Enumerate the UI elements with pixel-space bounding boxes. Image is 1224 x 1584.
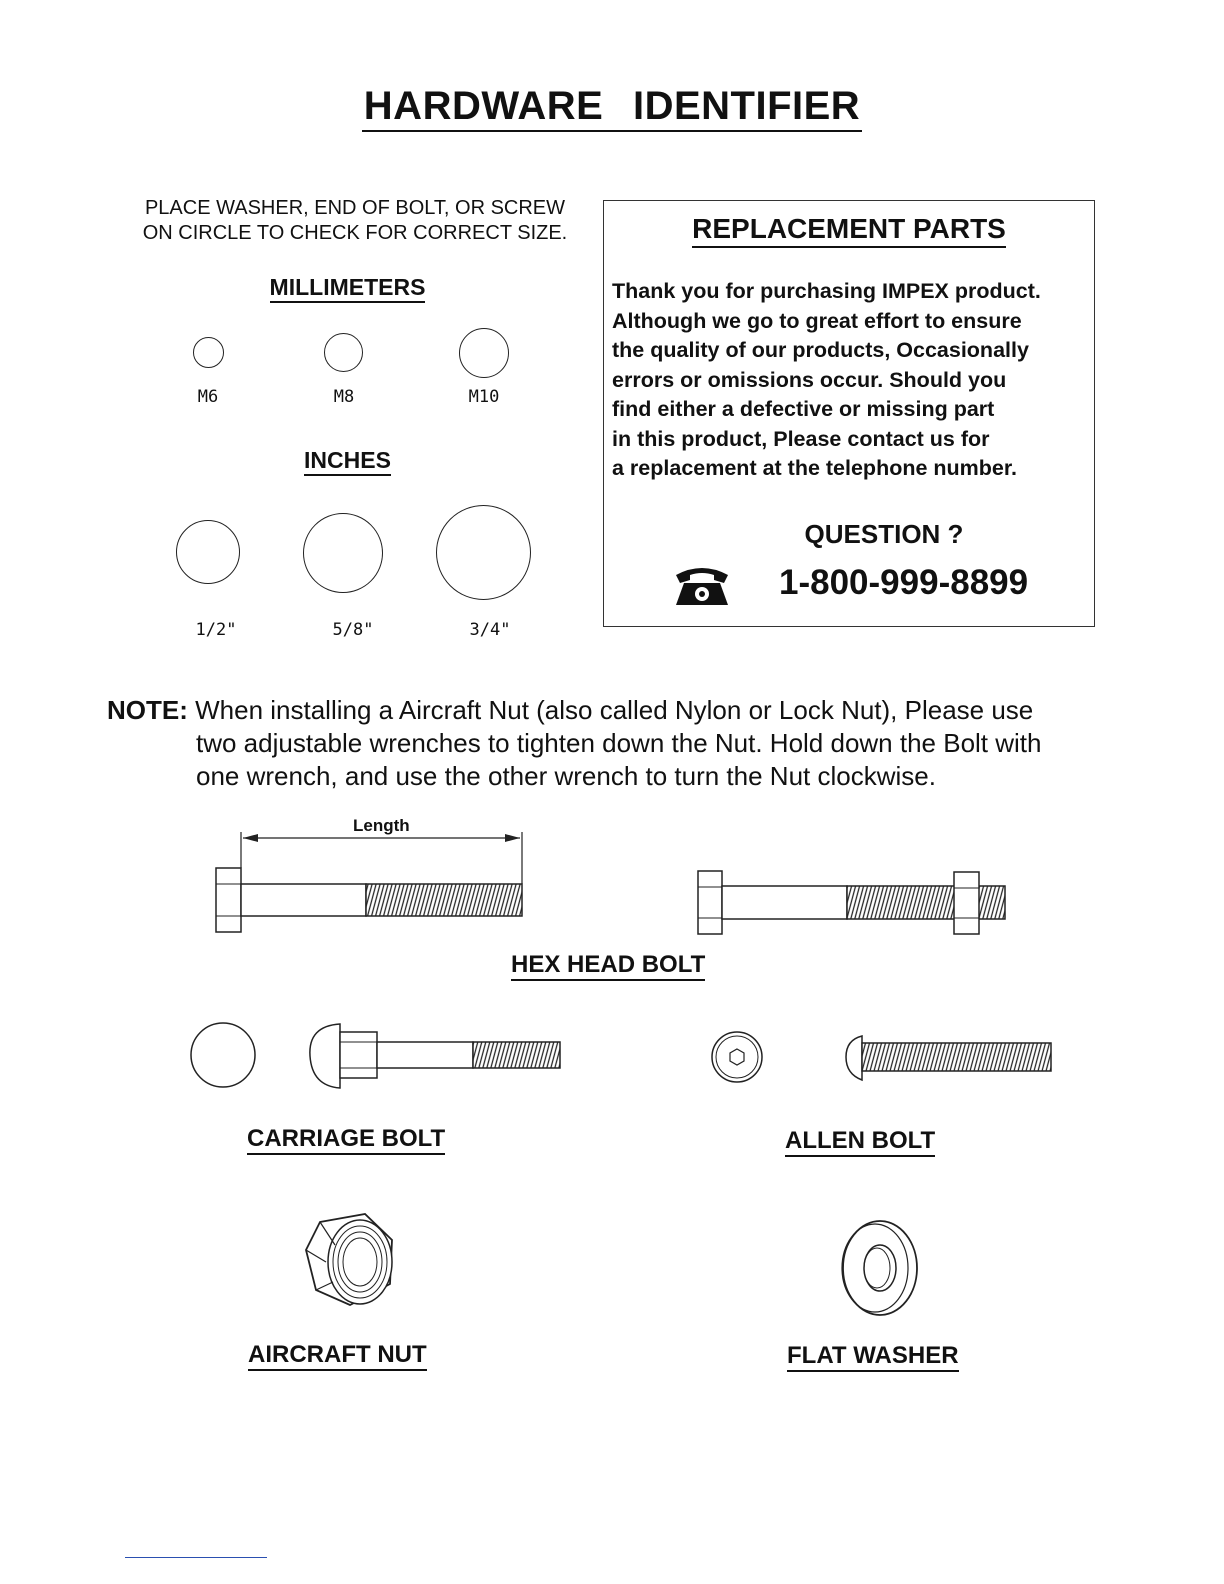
message-line: errors or omissions occur. Should you [612,367,1007,392]
message-line: Thank you for purchasing IMPEX product. [612,279,1041,303]
half-inch-label: 1/2" [195,620,237,640]
flat-washer-drawing [842,1221,917,1315]
m6-label: M6 [197,387,219,407]
aircraft-nut-drawing [306,1214,392,1305]
flat-washer-label: FLAT WASHER [787,1342,959,1370]
carriage-bolt-drawing [191,1023,560,1088]
footer-rule [125,1557,267,1558]
note-label: NOTE: [107,695,188,725]
note-line-3: one wrench, and use the other wrench to turn the Nut clockwise. [196,761,936,791]
page-title: HARDWARE IDENTIFIER [0,84,1224,129]
message-line: the quality of our products, Occasionally [612,338,1029,362]
carriage-bolt-label: CARRIAGE BOLT [247,1125,445,1153]
message-line: find either a defective or missing part [612,397,995,421]
five-eighths-inch-label: 5/8" [332,620,374,640]
aircraft-nut-label: AIRCRAFT NUT [248,1341,427,1369]
three-quarter-inch-label: 3/4" [469,620,511,640]
hex-head-bolt-label: HEX HEAD BOLT [511,951,705,979]
phone-number: 1-800-999-8899 [779,563,1029,602]
allen-bolt-label: ALLEN BOLT [785,1127,935,1155]
note-line-2: two adjustable wrenches to tighten down the Nut. Hold down the Bolt with [196,728,1042,758]
length-label: Length [353,816,410,835]
allen-bolt-drawing [712,1032,1051,1082]
m8-label: M8 [333,387,355,407]
hex-head-bolt-with-nut-drawing [698,871,1005,934]
replacement-parts-heading: REPLACEMENT PARTS [604,213,1094,245]
message-line: Although we go to great effort to ensure [612,308,1022,333]
length-dimension [241,832,522,884]
hex-head-bolt-drawing [216,868,522,932]
m10-label: M10 [468,387,500,407]
note-line-1: When installing a Aircraft Nut (also called Nylon or Lock Nut), Please use [187,695,1034,725]
instruction-line-2: ON CIRCLE TO CHECK FOR CORRECT SIZE. [142,222,568,244]
instruction-line-1: PLACE WASHER, END OF BOLT, OR SCREW [144,197,566,219]
message-line: a replacement at the telephone number. [612,456,1018,480]
inches-heading: INCHES [230,447,465,474]
message-line: in this product, Please contact us for [612,426,990,451]
millimeters-heading: MILLIMETERS [230,274,465,301]
question-label: QUESTION ? [804,519,964,549]
